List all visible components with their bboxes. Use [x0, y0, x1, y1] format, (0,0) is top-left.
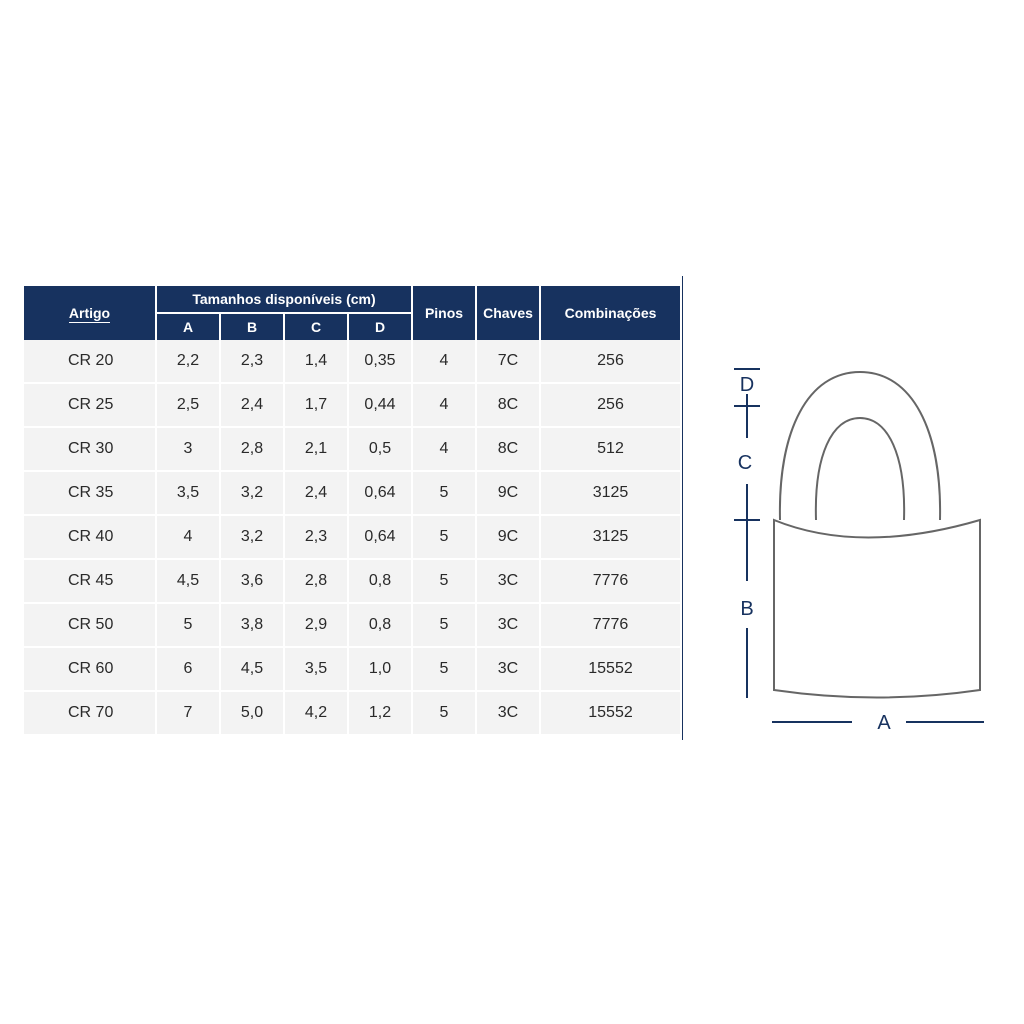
cell-pinos: 4 — [413, 340, 475, 384]
cell-pinos: 5 — [413, 516, 475, 560]
header-c: C — [285, 314, 347, 340]
cell-artigo: CR 40 — [24, 516, 155, 560]
cell-b: 4,5 — [221, 648, 283, 692]
header-a: A — [157, 314, 219, 340]
cell-pinos: 5 — [413, 648, 475, 692]
cell-combinacoes: 15552 — [541, 648, 680, 692]
cell-chaves: 3C — [477, 692, 539, 736]
header-artigo: Artigo — [24, 286, 155, 340]
cell-d: 0,5 — [349, 428, 411, 472]
cell-a: 2,5 — [157, 384, 219, 428]
table-row — [24, 516, 680, 560]
header-chaves: Chaves — [477, 286, 539, 340]
cell-pinos: 4 — [413, 384, 475, 428]
cell-artigo: CR 25 — [24, 384, 155, 428]
padlock-shackle-icon — [780, 372, 940, 520]
cell-d: 0,8 — [349, 604, 411, 648]
spec-table — [22, 286, 682, 736]
cell-b: 5,0 — [221, 692, 283, 736]
cell-d: 1,2 — [349, 692, 411, 736]
cell-pinos: 5 — [413, 692, 475, 736]
cell-pinos: 5 — [413, 472, 475, 516]
cell-combinacoes: 3125 — [541, 472, 680, 516]
cell-c: 3,5 — [285, 648, 347, 692]
cell-artigo: CR 70 — [24, 692, 155, 736]
cell-b: 3,2 — [221, 516, 283, 560]
cell-b: 2,3 — [221, 340, 283, 384]
cell-chaves: 3C — [477, 604, 539, 648]
cell-combinacoes: 256 — [541, 384, 680, 428]
cell-c: 2,1 — [285, 428, 347, 472]
cell-c: 2,4 — [285, 472, 347, 516]
cell-combinacoes: 3125 — [541, 516, 680, 560]
cell-artigo: CR 50 — [24, 604, 155, 648]
cell-combinacoes: 7776 — [541, 560, 680, 604]
cell-chaves: 9C — [477, 516, 539, 560]
cell-a: 2,2 — [157, 340, 219, 384]
label-c: C — [737, 452, 753, 474]
table-divider-line — [682, 276, 683, 740]
label-a: A — [877, 712, 891, 734]
padlock-diagram — [720, 360, 1000, 750]
cell-a: 6 — [157, 648, 219, 692]
cell-c: 1,4 — [285, 340, 347, 384]
table-row — [24, 648, 680, 692]
label-b: B — [740, 598, 754, 620]
cell-combinacoes: 7776 — [541, 604, 680, 648]
cell-chaves: 8C — [477, 384, 539, 428]
cell-artigo: CR 60 — [24, 648, 155, 692]
cell-d: 0,35 — [349, 340, 411, 384]
cell-b: 3,8 — [221, 604, 283, 648]
cell-combinacoes: 15552 — [541, 692, 680, 736]
cell-combinacoes: 512 — [541, 428, 680, 472]
cell-c: 1,7 — [285, 384, 347, 428]
header-d: D — [349, 314, 411, 340]
cell-a: 4 — [157, 516, 219, 560]
cell-pinos: 4 — [413, 428, 475, 472]
cell-d: 0,64 — [349, 516, 411, 560]
table-row — [24, 604, 680, 648]
cell-b: 2,8 — [221, 428, 283, 472]
cell-chaves: 8C — [477, 428, 539, 472]
cell-artigo: CR 30 — [24, 428, 155, 472]
cell-artigo: CR 45 — [24, 560, 155, 604]
cell-b: 3,6 — [221, 560, 283, 604]
cell-artigo: CR 20 — [24, 340, 155, 384]
table-row — [24, 428, 680, 472]
cell-chaves: 7C — [477, 340, 539, 384]
header-b: B — [221, 314, 283, 340]
cell-b: 2,4 — [221, 384, 283, 428]
cell-chaves: 3C — [477, 560, 539, 604]
padlock-body-icon — [774, 520, 980, 698]
header-pinos: Pinos — [413, 286, 475, 340]
cell-a: 4,5 — [157, 560, 219, 604]
cell-a: 5 — [157, 604, 219, 648]
cell-a: 3 — [157, 428, 219, 472]
cell-c: 4,2 — [285, 692, 347, 736]
cell-pinos: 5 — [413, 560, 475, 604]
cell-d: 0,44 — [349, 384, 411, 428]
header-tamanhos: Tamanhos disponíveis (cm) — [157, 286, 411, 314]
cell-c: 2,8 — [285, 560, 347, 604]
cell-pinos: 5 — [413, 604, 475, 648]
label-d: D — [739, 374, 755, 396]
cell-artigo: CR 35 — [24, 472, 155, 516]
table-row — [24, 472, 680, 516]
cell-a: 3,5 — [157, 472, 219, 516]
cell-chaves: 3C — [477, 648, 539, 692]
table-row — [24, 560, 680, 604]
cell-chaves: 9C — [477, 472, 539, 516]
table-body — [24, 340, 680, 736]
header-combinacoes: Combinações — [541, 286, 680, 340]
cell-d: 0,64 — [349, 472, 411, 516]
cell-c: 2,9 — [285, 604, 347, 648]
table-row — [24, 692, 680, 736]
cell-d: 1,0 — [349, 648, 411, 692]
cell-c: 2,3 — [285, 516, 347, 560]
cell-a: 7 — [157, 692, 219, 736]
table-row — [24, 340, 680, 384]
cell-d: 0,8 — [349, 560, 411, 604]
cell-b: 3,2 — [221, 472, 283, 516]
table-row — [24, 384, 680, 428]
cell-combinacoes: 256 — [541, 340, 680, 384]
